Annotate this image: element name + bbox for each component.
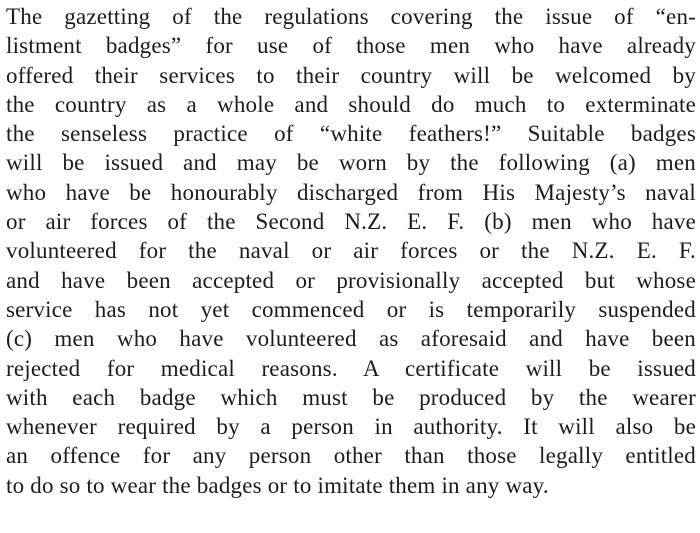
text-line: an offence for any person other than those legally entitled [6,443,696,469]
text-line: listment badges” for use of those men who have already [6,33,696,59]
text-line: (c) men who have volunteered as aforesaid and have been [6,326,696,352]
text-line: volunteered for the naval or air forces or the N.Z. E. F. [6,238,696,264]
text-line: with each badge which must be produced by the wearer [6,384,696,410]
text-line: whenever required by a person in authority. It will also be [6,414,696,440]
text-line: service has not yet commenced or is temporarily suspended [6,296,696,322]
text-line: the senseless practice of “white feathers!” Suitable badges [6,121,696,147]
text-line: will be issued and may be worn by the following (a) men [6,150,696,176]
text-line: or air forces of the Second N.Z. E. F. (b) men who have [6,209,696,235]
text-line: offered their services to their country will be welcomed by [6,62,696,88]
text-line: who have be honourably discharged from His Majesty’s naval [6,179,696,205]
article-text-block [6,2,696,500]
text-line: rejected for medical reasons. A certificate will be issued [6,355,696,381]
text-line: and have been accepted or provisionally accepted but whose [6,267,696,293]
text-line: the country as a whole and should do much to exterminate [6,91,696,117]
text-line: to do so to wear the badges or to imitate them in any way. [6,472,549,498]
text-line: The gazetting of the regulations covering the issue of “en- [6,4,696,29]
